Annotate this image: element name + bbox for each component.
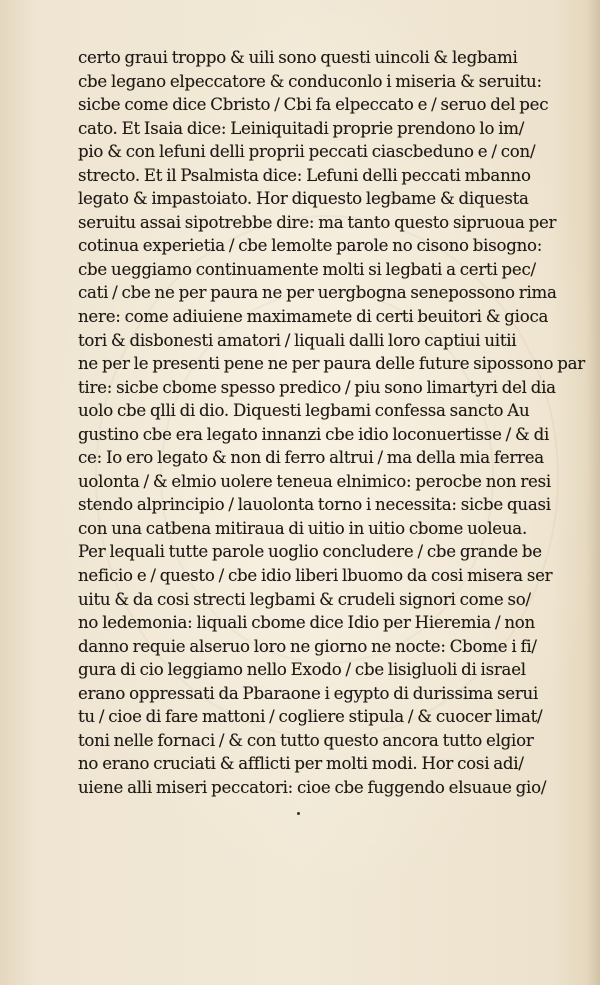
- text-line: no ledemonia: liquali cbome dice Idio per Hieremia / non: [78, 613, 535, 633]
- text-line: strecto. Et il Psalmista dice: Lefuni delli peccati mbanno: [78, 165, 531, 185]
- text-line: tire: sicbe cbome spesso predico / piu sono limartyri del dia: [78, 377, 556, 397]
- text-line: gustino cbe era legato innanzi cbe idio loconuertisse / & di: [78, 424, 550, 444]
- text-line: tu / cioe di fare mattoni / cogliere stipula / & cuocer limat/: [78, 707, 543, 727]
- text-line: toni nelle fornaci / & con tutto questo ancora tutto elgior: [78, 730, 534, 750]
- text-line: cbe legano elpeccatore & conduconlo i miseria & seruitu:: [78, 71, 542, 91]
- text-line: gura di cio leggiamo nello Exodo / cbe lisigluoli di israel: [78, 660, 526, 680]
- text-line: seruitu assai sipotrebbe dire: ma tanto questo sipruoua per: [78, 212, 557, 232]
- text-line: uolo cbe qlli di dio. Diquesti legbami confessa sancto Au: [78, 401, 530, 421]
- text-line: pio & con lefuni delli proprii peccati ciascbeduno e / con/: [78, 142, 536, 162]
- text-line: neficio e / questo / cbe idio liberi lbuomo da cosi misera ser: [78, 566, 553, 586]
- text-line: cotinua experietia / cbe lemolte parole no cisono bisogno:: [78, 236, 543, 256]
- text-line: danno requie alseruo loro ne giorno ne nocte: Cbome i fi/: [78, 636, 537, 656]
- text-line: stendo alprincipio / lauolonta torno i necessita: sicbe quasi: [78, 495, 551, 515]
- text-line: uolonta / & elmio uolere teneua elnimico: perocbe non resi: [78, 471, 551, 491]
- text-line: ce: Io ero legato & non di ferro altrui / ma della mia ferrea: [78, 448, 544, 468]
- text-column: [78, 46, 585, 800]
- text-line: uitu & da cosi strecti legbami & crudeli signori come so/: [78, 589, 531, 609]
- text-line: uiene alli miseri peccatori: cioe cbe fuggendo elsuaue gio/: [78, 777, 547, 797]
- text-line: ne per le presenti pene ne per paura delle future sipossono par: [78, 354, 585, 374]
- text-line: certo graui troppo & uili sono questi uincoli & legbami: [78, 48, 518, 67]
- text-line: Per lequali tutte parole uoglio concludere / cbe grande be: [78, 542, 542, 562]
- text-line: legato & impastoiato. Hor diquesto legbame & diquesta: [78, 189, 529, 209]
- text-line: cati / cbe ne per paura ne per uergbogna senepossono rima: [78, 283, 557, 303]
- text-line: sicbe come dice Cbristo / Cbi fa elpeccato e / seruo del pec: [78, 95, 549, 115]
- text-line: con una catbena mitiraua di uitio in uitio cbome uoleua.: [78, 518, 527, 538]
- text-line: nere: come adiuiene maximamete di certi beuitori & gioca: [78, 307, 549, 327]
- text-line: erano oppressati da Pbaraone i egypto di durissima serui: [78, 683, 539, 703]
- text-line: cato. Et Isaia dice: Leiniquitadi proprie prendono lo im/: [78, 118, 525, 138]
- page-edge-shadow: [586, 0, 600, 985]
- text-line: no erano cruciati & afflicti per molti modi. Hor cosi adi/: [78, 754, 524, 774]
- text-line: tori & disbonesti amatori / liquali dalli loro captiui uitii: [78, 330, 517, 350]
- signature-mark: [297, 812, 300, 815]
- text-line: cbe ueggiamo continuamente molti si legbati a certi pec/: [78, 259, 536, 279]
